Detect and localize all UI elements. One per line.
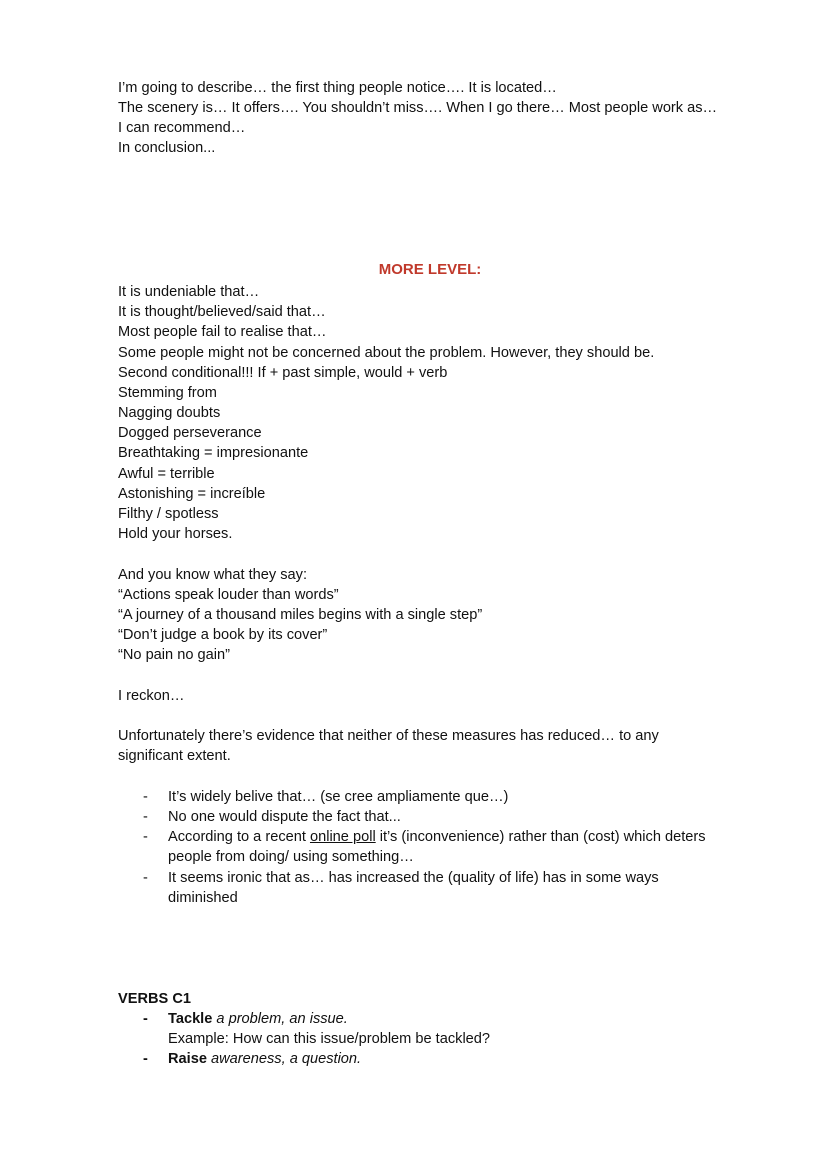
bullet-item-3 — [168, 827, 706, 847]
intro-line-1: I’m going to describe… the first thing people notice…. It is located… — [118, 80, 557, 96]
bullet-marker: - — [143, 870, 148, 886]
bullet-item-3-post: it’s (inconvenience) rather than (cost) which deters — [375, 829, 706, 845]
phrase-line: Filthy / spotless — [118, 506, 219, 522]
more-level-heading: MORE LEVEL: — [378, 261, 482, 278]
phrase-line: Hold your horses. — [118, 526, 233, 542]
verb-tackle-collocations: a problem, an issue. — [212, 1011, 348, 1027]
saying-item: “A journey of a thousand miles begins with a single step” — [118, 607, 483, 623]
phrase-line: Dogged perseverance — [118, 425, 262, 441]
evidence-line-2: significant extent. — [118, 748, 231, 764]
online-poll-link[interactable]: online poll — [309, 829, 376, 845]
bullet-marker: - — [143, 1051, 148, 1067]
bullet-item-4: It seems ironic that as… has increased the (quality of life) has in some ways — [168, 870, 659, 886]
phrase-line: It is thought/believed/said that… — [118, 304, 326, 320]
saying-item: “No pain no gain” — [118, 647, 230, 663]
bullet-marker: - — [143, 789, 148, 805]
phrase-line: Second conditional!!! If + past simple, would + verb — [118, 365, 448, 381]
reckon-line: I reckon… — [118, 688, 185, 704]
verb-item-tackle — [168, 1009, 348, 1029]
verb-raise: Raise — [168, 1051, 207, 1067]
bullet-item-3-cont: people from doing/ using something… — [168, 849, 414, 865]
sayings-intro: And you know what they say: — [118, 567, 308, 583]
saying-item: “Actions speak louder than words” — [118, 587, 339, 603]
phrase-line: Some people might not be concerned about the problem. However, they should be. — [118, 345, 655, 361]
evidence-line-1: Unfortunately there’s evidence that neither of these measures has reduced… to any — [118, 728, 659, 744]
phrase-line: Breathtaking = impresionante — [118, 445, 309, 461]
intro-line-4: In conclusion... — [118, 140, 216, 156]
phrase-line: It is undeniable that… — [118, 284, 260, 300]
intro-line-3: I can recommend… — [118, 120, 246, 136]
bullet-item-3-pre: According to a recent — [168, 829, 310, 845]
verb-tackle-example: Example: How can this issue/problem be tackled? — [168, 1031, 491, 1047]
phrase-line: Nagging doubts — [118, 405, 221, 421]
saying-item: “Don’t judge a book by its cover” — [118, 627, 328, 643]
bullet-marker: - — [143, 1011, 148, 1027]
verb-raise-collocations: awareness, a question. — [206, 1051, 362, 1067]
bullet-item-2: No one would dispute the fact that... — [168, 809, 401, 825]
phrase-line: Awful = terrible — [118, 466, 215, 482]
phrase-line: Most people fail to realise that… — [118, 324, 327, 340]
bullet-marker: - — [143, 829, 148, 845]
bullet-item-1: It’s widely belive that… (se cree ampliamente que…) — [168, 789, 509, 805]
verbs-heading: VERBS C1 — [118, 991, 191, 1007]
bullet-marker: - — [143, 809, 148, 825]
intro-line-2: The scenery is… It offers…. You shouldn’t miss…. When I go there… Most people work as… — [118, 100, 718, 116]
bullet-item-4-cont: diminished — [168, 890, 238, 906]
phrase-line: Astonishing = increíble — [118, 486, 266, 502]
phrase-line: Stemming from — [118, 385, 217, 401]
verb-tackle: Tackle — [168, 1011, 213, 1027]
verb-item-raise — [168, 1049, 361, 1069]
